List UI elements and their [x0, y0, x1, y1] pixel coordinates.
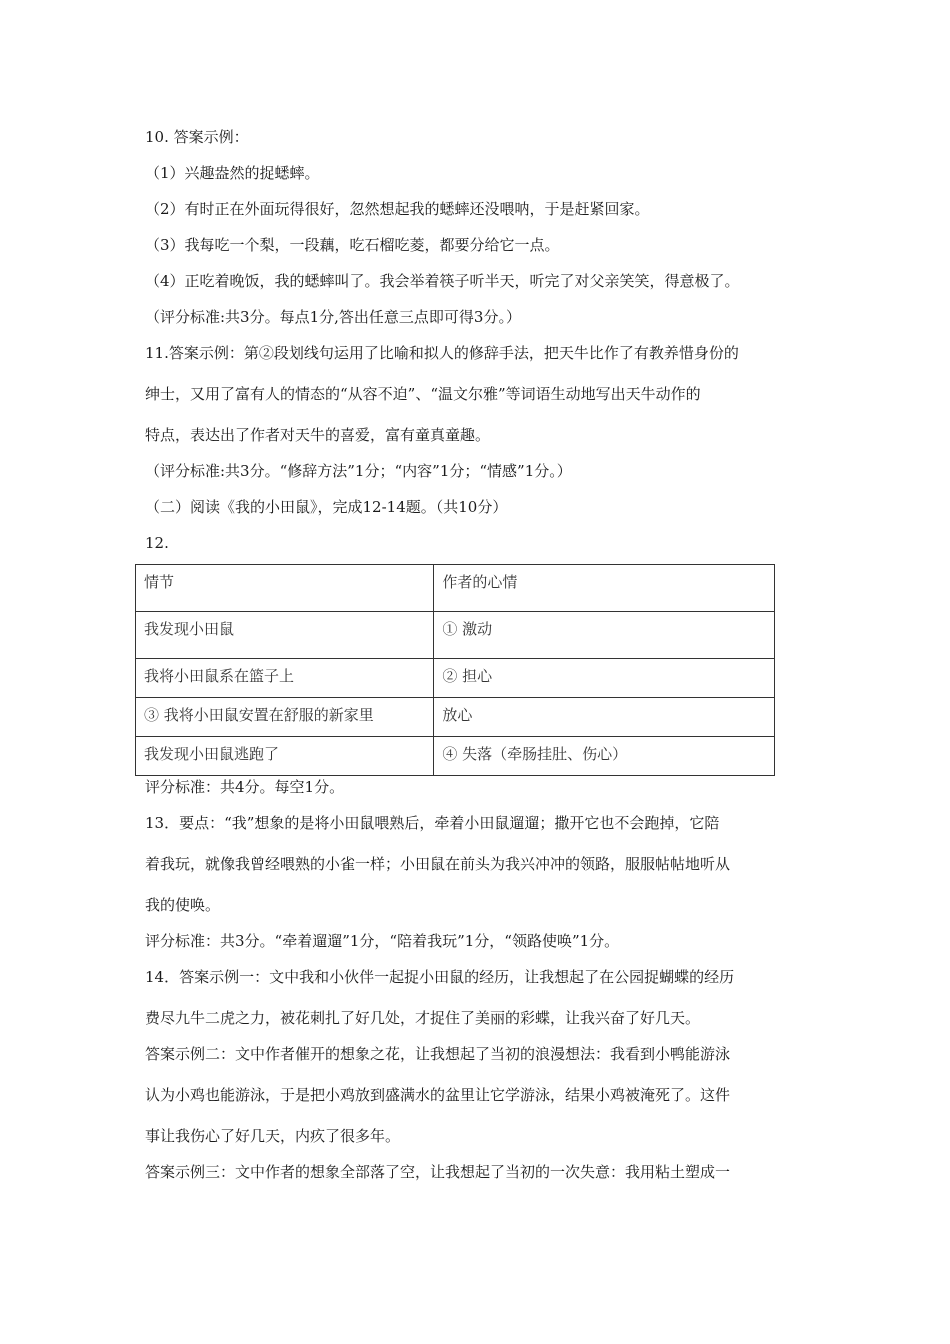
- table-header-cell: 作者的心情: [434, 565, 775, 612]
- table-cell: ④ 失落（牵肠挂肚、伤心）: [434, 737, 775, 776]
- q10-item-2: （2）有时正在外面玩得很好，忽然想起我的蟋蟀还没喂呐，于是赶紧回家。: [145, 200, 650, 218]
- table-cell: 放心: [434, 698, 775, 737]
- q14-line-5: 事让我伤心了好几天，内疚了很多年。: [145, 1127, 401, 1145]
- q11-line-3: 特点，表达出了作者对天牛的喜爱，富有童真童趣。: [145, 426, 491, 444]
- q10-item-3: （3）我每吃一个梨，一段藕，吃石榴吃菱，都要分给它一点。: [145, 236, 560, 254]
- q13-line-3: 我的使唤。: [145, 896, 221, 914]
- q14-line-1: 14．答案示例一：文中我和小伙伴一起捉小田鼠的经历，让我想起了在公园捉蝴蝶的经历: [145, 968, 735, 986]
- q12-scoring: 评分标准：共4分。每空1分。: [145, 778, 345, 796]
- table-row: [136, 659, 775, 698]
- q14-line-6: 答案示例三：文中作者的想象全部落了空，让我想起了当初的一次失意：我用粘土塑成一: [145, 1163, 731, 1181]
- table-header-cell: 情节: [136, 565, 434, 612]
- q13-scoring: 评分标准：共3分。“牵着遛遛”1分，“陪着我玩”1分，“领路使唤”1分。: [145, 932, 620, 950]
- table-cell: ③ 我将小田鼠安置在舒服的新家里: [136, 698, 434, 737]
- q11-scoring: （评分标准:共3分。“修辞方法”1分；“内容”1分；“情感”1分。）: [145, 462, 572, 480]
- table-cell: 我发现小田鼠: [136, 612, 434, 659]
- q14-line-4: 认为小鸡也能游泳，于是把小鸡放到盛满水的盆里让它学游泳，结果小鸡被淹死了。这件: [145, 1086, 731, 1104]
- table-header-row: [136, 565, 775, 612]
- q10-scoring: （评分标准:共3分。每点1分,答出任意三点即可得3分。）: [145, 308, 521, 326]
- section-2-heading: （二）阅读《我的小田鼠》，完成12-14题。（共10分）: [145, 498, 508, 516]
- table-cell: ① 激动: [434, 612, 775, 659]
- q12-title: 12.: [145, 534, 169, 552]
- q11-line-2: 绅士，又用了富有人的情态的“从容不迫”、“温文尔雅”等词语生动地写出天牛动作的: [145, 385, 701, 403]
- q12-answer-table: [135, 564, 775, 776]
- table-row: [136, 737, 775, 776]
- table-row: [136, 698, 775, 737]
- q10-item-4: （4）正吃着晚饭，我的蟋蟀叫了。我会举着筷子听半天，听完了对父亲笑笑，得意极了。: [145, 272, 740, 290]
- q13-line-2: 着我玩，就像我曾经喂熟的小雀一样；小田鼠在前头为我兴冲冲的领路，服服帖帖地听从: [145, 855, 731, 873]
- q11-line-1: 11.答案示例：第②段划线句运用了比喻和拟人的修辞手法，把天牛比作了有教养惜身份的: [145, 344, 739, 362]
- q14-line-2: 费尽九牛二虎之力，被花刺扎了好几处，才捉住了美丽的彩蝶，让我兴奋了好几天。: [145, 1009, 701, 1027]
- q10-title: 10. 答案示例：: [145, 128, 249, 146]
- q14-line-3: 答案示例二：文中作者催开的想象之花，让我想起了当初的浪漫想法：我看到小鸭能游泳: [145, 1045, 731, 1063]
- table-cell: 我将小田鼠系在篮子上: [136, 659, 434, 698]
- q13-line-1: 13．要点：“我”想象的是将小田鼠喂熟后，牵着小田鼠遛遛；撒开它也不会跑掉，它陪: [145, 814, 720, 832]
- table-row: [136, 612, 775, 659]
- table-cell: ② 担心: [434, 659, 775, 698]
- q10-item-1: （1）兴趣盎然的捉蟋蟀。: [145, 164, 320, 182]
- table-cell: 我发现小田鼠逃跑了: [136, 737, 434, 776]
